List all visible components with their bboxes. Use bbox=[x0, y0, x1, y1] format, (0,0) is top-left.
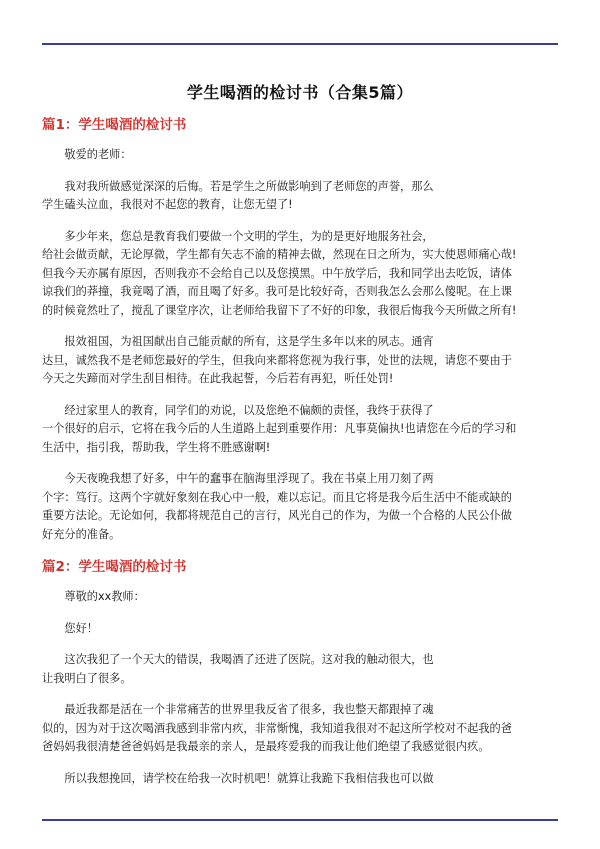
paragraph: 报效祖国，为祖国献出自己能贡献的所有，这是学生多年以来的夙志。通宵 达旦，诚然我不是老师您最好的学生，但我向来都将您视为我行事，处世的法规，请您不要由于 今天之失蹄而对学生刮目相待。在此我起誓，今后若有再犯，听任处罚! bbox=[42, 335, 512, 385]
section-heading: 篇1：学生喝酒的检讨书 bbox=[42, 117, 187, 133]
paragraph: 经过家里人的教育，同学们的劝说，以及您绝不偏颇的责怪，我终于获得了 一个很好的启示，它将在我今后的人生道路上起到重要作用：凡事莫偏执!也请您在今后的学习和 生活中，指引我，帮助我，学生将不胜感谢啊! bbox=[42, 403, 517, 454]
salutation: 尊敬的xx教师： bbox=[64, 590, 145, 603]
section-heading: 篇2：学生喝酒的检讨书 bbox=[42, 559, 187, 575]
paragraph: 最近我都是活在一个非常痛苦的世界里我反省了很多，我也整天都跟掉了魂 似的，因为对于这次喝酒我感到非常内疚，非常惭愧，我知道我很对不起这所学校对不起我的爸 爸妈妈我很清楚爸爸妈妈是我最亲的亲人，是最疼爱我的而我让他们绝望了我感觉很内疚。 bbox=[42, 703, 512, 753]
bottom-rule bbox=[42, 819, 558, 821]
greeting: 您好！ bbox=[64, 621, 98, 635]
top-rule bbox=[42, 43, 558, 45]
paragraph: 所以我想挽回，请学校在给我一次时机吧！就算让我跪下我相信我也可以做 bbox=[64, 771, 434, 785]
paragraph: 我对我所做感觉深深的后悔。若是学生之所做影响到了老师您的声誉，那么 学生磕头泣血，我很对不起您的教育，让您无望了! bbox=[42, 179, 434, 211]
paragraph: 多少年来，您总是教育我们要做一个文明的学生，为的是更好地服务社会， 给社会做贡献，无论厚微，学生都有矢志不渝的精神去做，然现在日之所为，实大使恩师痛心哉! 但我今天亦属有原因，否则我亦不会给自己以及您摸黑。中午放学后，我和同学出去吃饭，请体 谅我们的莽撞，我竟喝了酒，而且喝了好多。我可是比较好奇，否则我怎么会那么傻呢。在上课 的时候竟然吐了，搅乱了课堂序次，让老师给我留下了不好的印象，我很后悔我今天所做之所有! bbox=[42, 229, 517, 317]
document-title: 学生喝酒的检讨书（合集5篇） bbox=[186, 83, 414, 102]
paragraph: 今天夜晚我想了好多，中午的蠢事在脑海里浮现了。我在书桌上用刀刻了两 个字：笃行。这两个字就好象刻在我心中一般，难以忘记。而且它将是我今后生活中不能或缺的 重要方法论。无论如何，我都将规范自己的言行，风光自己的作为，为做一个合格的人民公仆做 好充分的准备。 bbox=[42, 472, 512, 541]
salutation: 敬爱的老师： bbox=[64, 148, 132, 161]
document-body bbox=[42, 116, 558, 801]
section-2 bbox=[42, 558, 558, 788]
section-1 bbox=[42, 116, 558, 544]
paragraph: 这次我犯了一个天大的错误，我喝酒了还进了医院。这对我的触动很大，也 让我明白了很多。 bbox=[42, 653, 434, 685]
